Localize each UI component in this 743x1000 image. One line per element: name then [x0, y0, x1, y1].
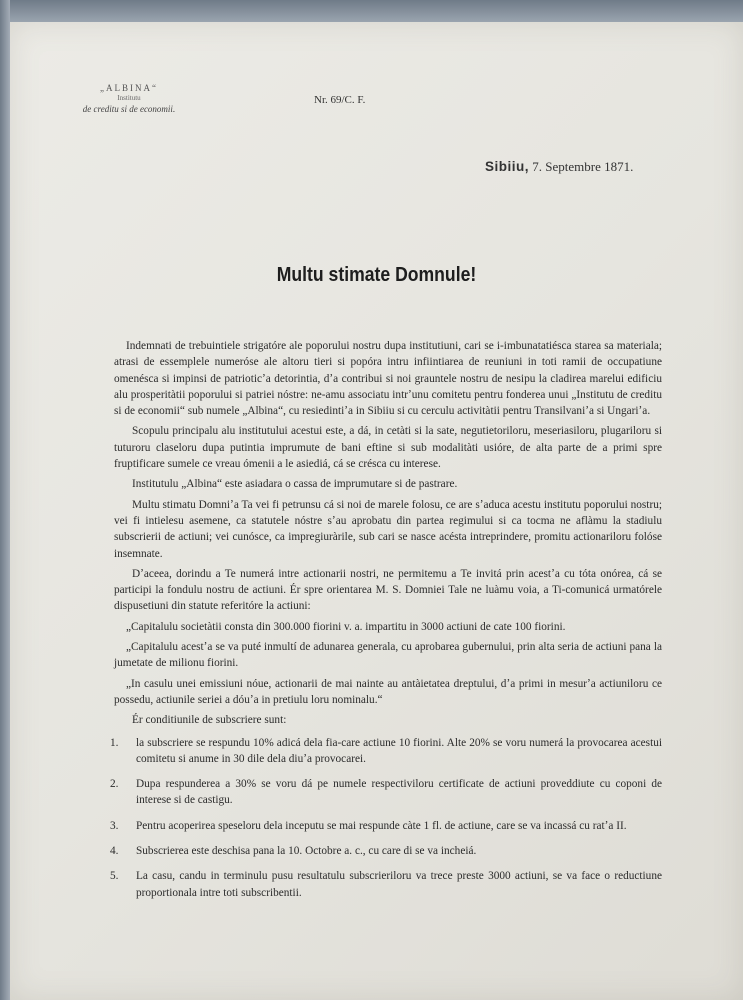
condition-text: La casu, candu in terminulu pusu resultatulu subscrieriloru va trece preste 3000 actiuni, se va face o reductiune proportionala intre toti subscribentii. [136, 870, 662, 899]
letter-date: 7. Septembre 1871. [532, 159, 634, 174]
condition-item [110, 735, 662, 768]
condition-number: 2. [110, 778, 119, 791]
letterhead [54, 84, 204, 114]
place-date [485, 159, 633, 175]
bleed-through-mark [503, 122, 743, 162]
paragraph: Multu stimatu Domniʼa Ta vei fi petrunsu cá si noi de marele folosu, ce are sʼaduca acestu institutu poporului nostru; vei fi intielesu asemene, ca statutele nóstre sʼau aprobatu din partea regimului si ca tocma ne aflàmu la stadiulu subscrierii de actiuni; vei cunósce, ca impregiuràrile, sub cari se nasce acésta intreprindere, promitu actionariloru folóse insemnate. [114, 498, 662, 560]
document-number: Nr. 69/C. F. [314, 94, 366, 106]
paragraph: Institutulu „Albina“ este asiadara o cassa de imprumutare si de pastrare. [132, 478, 458, 491]
condition-text: Subscrierea este deschisa pana la 10. Octobre a. c., cu care di se va incheiá. [136, 845, 477, 858]
background-top [0, 0, 743, 22]
org-name: „ALBINA“ [100, 83, 158, 93]
condition-number: 5. [110, 870, 119, 883]
condition-number: 4. [110, 845, 119, 858]
condition-item [110, 868, 662, 901]
condition-item [110, 818, 662, 834]
conditions-intro: Ér conditiunile de subscriere sunt: [132, 714, 287, 727]
condition-number: 3. [110, 819, 119, 832]
statute-quote: „Capitalulu societàtii consta din 300.000 fiorini v. a. impartitu in 3000 actiuni de cate 100 fiorini. [126, 620, 566, 633]
place-name: Sibiiu, [485, 159, 529, 174]
paragraph: Indemnati de trebuintiele strigatóre ale poporului nostru dupa institutiuni, cari se i-imbunatatiésca starea sa materiala; atrasi de essemplele numeróse ale altoru tieri si popóra intru infiintiarea de reuniuni in toti ramii de occupatiune omenésca si impinsi de patrioticʼa detorintia, dʼa contribui si noi grauntele nostru de nesipu la cladirea marelui edificiu alu prosperitàtii poporului si patriei nóstre: ne-amu associatu intrʼunu comitetu pentru fonderea unui „Institutu de creditu si de economii“ sub numele „Albina“, cu resiedintiʼa in Sibiiu si cu cerculu activitàtii pentru Transilvaniʼa si Ungariʼa. [114, 340, 662, 418]
condition-text: la subscriere se respundu 10% adicá dela fia-care actiune 10 fiorini. Alte 20% se voru numerá la provocarea acestui comitetu si anume in 30 dile dela diuʼa provocarei. [136, 736, 662, 765]
background-left [0, 0, 10, 1000]
org-description: de creditu si de economii. [82, 104, 176, 114]
statute-quote: „In casulu unei emissiuni nóue, actionarii de mai nainte au antàietatea dreptului, dʼa primi in mesurʼa actiuniloru ce possedu, actiunile seriei a dóuʼa in pretiulu loru nominalu.“ [114, 677, 662, 706]
statute-quote: „Capitalulu acestʼa se va puté inmultí de adunarea generala, cu aprobarea gubernului, prin alta seria de actiuni pana la jumetate de milionu fiorini. [114, 641, 662, 670]
org-type: Institutu [117, 94, 141, 102]
letter-page [10, 22, 743, 1000]
condition-item [110, 776, 662, 809]
condition-text: Pentru acoperirea speseloru dela inceputu se mai respunde càte 1 fl. de actiune, care se va incassá cu ratʼa II. [136, 819, 627, 832]
conditions-list [110, 735, 662, 901]
condition-item [110, 843, 662, 859]
condition-number: 1. [110, 736, 119, 749]
paragraph: Dʼaceea, dorindu a Te numerá intre actionarii nostri, ne permitemu a Te invitá prin acestʼa cu tóta onórea, cá se participi la fondulu nostru de actiuni. Ér spre orientarea M. S. Domniei Tale ne luàmu voia, a Ti-comunicá urmatórele dispusetiuni din statute referitóre la actiuni: [114, 567, 662, 613]
salutation: Multu stimate Domnule! [276, 264, 477, 286]
paragraph: Scopulu principalu alu institutului acestui este, a dá, in cetàti si la sate, negutietoriloru, meseriasiloru, plugariloru si tuturoru claseloru dupa putintia imprumute de bani eftine si sub modalitàti usióre, de alta parte de a primi spre fruptificare sumele ce vreau ómenii a le asiediá, cá se crésca cu interese. [114, 425, 662, 471]
condition-text: Dupa respunderea a 30% se voru dá pe numele respectiviloru certificate de actiuni proveddiute cu coponi de interese si de castigu. [136, 778, 662, 807]
letter-body [110, 338, 662, 910]
